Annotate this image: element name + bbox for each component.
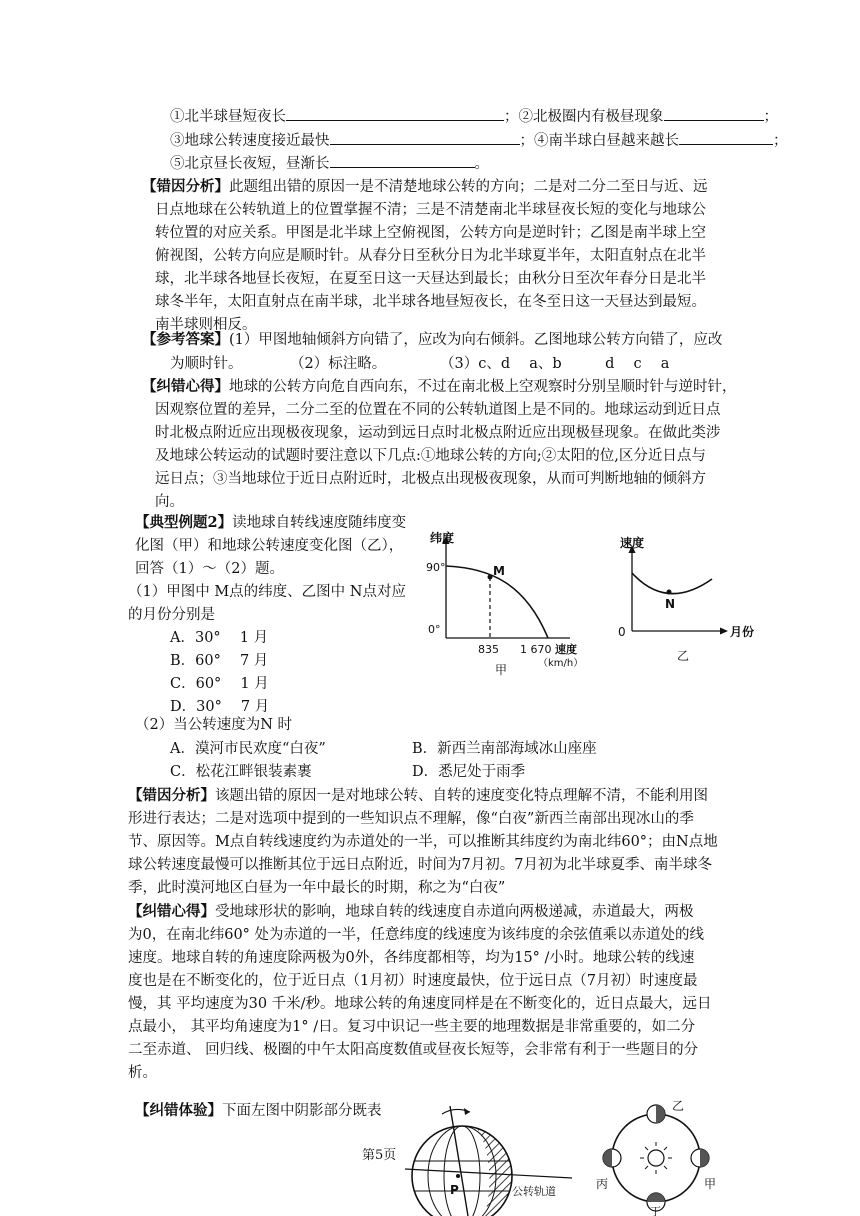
section-tag: 【错因分析】 [128, 787, 215, 804]
analysis2-line-1: 【错因分析】该题出错的原因一是对地球公转、自转的速度变化特点理解不清，不能利用图 [128, 787, 708, 804]
yi-x-label: 月份 [730, 625, 755, 639]
figure-globe-shaded [400, 1106, 580, 1216]
example2-q1-line-1: （1）甲图中 M点的纬度、乙图中 N点对应 [128, 584, 406, 600]
label-left: 丙 [596, 1177, 609, 1191]
yi-origin: 0 [618, 625, 626, 639]
orbit-circle [612, 1114, 700, 1202]
earth-left [603, 1149, 621, 1167]
q1-option-a: A．30° 1 月 [170, 630, 269, 646]
section-tag: 【纠错心得】 [128, 903, 215, 920]
q1-item-5: ⑤北京昼长夜短，昼渐长 。 [170, 153, 489, 174]
jia-x-tick-1: 835 [478, 643, 499, 656]
orbit-label: 公转轨道 [512, 1185, 556, 1198]
yi-curve [632, 573, 712, 594]
jia-caption: 甲 [495, 663, 508, 677]
jia-y-bottom: 0° [428, 623, 441, 636]
answer1-line-2b: （2）标注略。 [290, 356, 387, 372]
analysis2-line-2: 形进行表达；二是对选项中提到的一些知识点不理解，像“白夜”新西兰南部出现冰山的季 [128, 811, 694, 827]
yi-y-label: 速度 [620, 536, 645, 550]
experience2-line-8: 析。 [128, 1065, 157, 1081]
experience1-line-3: 时北极点附近应出现极夜现象，运动到远日点时北极点附近应出现极昼现象。在做此类涉 [155, 425, 721, 441]
q1-option-d: D．30° 7 月 [170, 699, 270, 715]
page-number: 第5页 [362, 1148, 397, 1163]
analysis1-line-7: 南半球则相反。 [155, 317, 257, 333]
analysis2-line-3: 节、原因等。M点自转线速度约为赤道处的一半，可以推断其纬度约为南北纬60°；由N点地 [128, 834, 718, 850]
p-label: P [450, 1183, 459, 1197]
answer1-line-2a: 为顺时针。 [170, 356, 243, 372]
example2-intro-2: 化图（甲）和地球公转速度变化图（乙）， [135, 538, 404, 554]
q1-item-1: ①北半球昼短夜长 ；②北极圈内有极昼现象 ； [170, 106, 778, 127]
answer1-line-2c: （3）c、d a、b d c a [440, 356, 670, 372]
earth-top [647, 1105, 665, 1123]
q1-item-3: ③地球公转速度接近最快 ；④南半球白昼越来越长 ； [170, 130, 788, 151]
experience2-line-1: 【纠错心得】受地球形状的影响，地球自转的线速度自赤道向两极递减，赤道最大，两极 [128, 903, 694, 920]
answer1-line-1: 【参考答案】(1）甲图地轴倾斜方向错了，应改为向右倾斜。乙图地球公转方向错了，应改 [142, 331, 723, 348]
analysis1-line-6: 球冬半年，太阳直射点在南半球，北半球各地昼短夜长，在冬至日这一天昼达到最短。 [155, 294, 706, 310]
q2-option-b: B．新西兰南部海域冰山座座 [412, 741, 597, 757]
experience1-line-2: 因观察位置的差异，二分二至的位置在不同的公转轨道图上是不同的。地球运动到近日点 [155, 402, 721, 418]
experience2-line-2: 为0，在南北纬60° 处为赤道的一半，任意纬度的线速度为该纬度的余弦值乘以赤道处的线 [128, 927, 705, 943]
yi-n-label: N [665, 597, 676, 611]
point-p [456, 1174, 460, 1178]
analysis1-line-2: 日点地球在公转轨道上的位置掌握不清；三是不清楚南北半球昼夜长短的变化与地球公 [155, 202, 706, 218]
section-tag: 【典型例题2】 [135, 514, 233, 531]
analysis1-line-1: 【错因分析】此题组出错的原因一是不清楚地球公转的方向；二是对二分二至日与近、远 [142, 178, 708, 195]
jia-m-label: M [493, 564, 505, 578]
yi-point-n [667, 590, 672, 595]
answer-blank [330, 130, 520, 145]
jia-y-label: 纬度 [430, 531, 455, 545]
yi-caption: 乙 [677, 649, 690, 663]
jia-x-label: 速度 [555, 643, 577, 656]
q1-option-b: B．60° 7 月 [170, 653, 269, 669]
analysis1-line-4: 俯视图，公转方向应是顺时针。从春分日至秋分日为北半球夏半年，太阳直射点在北半 [155, 248, 706, 264]
section-tag: 【错因分析】 [142, 178, 229, 195]
example2-q1-line-2: 的月份分别是 [128, 607, 215, 623]
example2-intro-3: 回答（1）～（2）题。 [135, 561, 284, 577]
analysis1-line-3: 转位置的对应关系。甲图是北半球上空俯视图，公转方向是逆时针；乙图是南半球上空 [155, 225, 706, 241]
analysis2-line-4: 球公转速度最慢可以推断其位于远日点附近，时间为7月初。7月初为北半球夏季、南半球冬 [128, 857, 712, 873]
section-tag: 【纠错心得】 [142, 378, 229, 395]
answer-blank [664, 106, 764, 121]
section-tag: 【纠错体验】 [135, 1102, 222, 1119]
label-bottom: 丁 [650, 1205, 661, 1216]
q1-option-c: C．60° 1 月 [170, 676, 269, 692]
experience1-line-4: 及地球公转运动的试题时要注意以下几点:①地球公转的方向;②太阳的位,区分近日点与 [155, 448, 706, 464]
example2-q2: （2）当公转速度为N 时 [135, 717, 293, 733]
jia-x-tick-2: 1 670 [520, 643, 552, 656]
experience1-line-1: 【纠错心得】地球的公转方向危自西向东，不过在南北极上空观察时分别呈顺时针与逆时针， [142, 378, 737, 395]
q2-option-d: D．悉尼处于雨季 [412, 764, 526, 780]
answer-blank [286, 106, 504, 121]
jia-x-unit: （km/h） [538, 658, 584, 669]
figure-orbit-positions [592, 1096, 722, 1216]
answer-blank [330, 153, 475, 168]
sun-rays [640, 1142, 672, 1174]
figure-yi-orbit-speed [612, 535, 762, 675]
experience2-line-5: 慢，其 平均速度为30 千米∕秒。地球公转的角速度同样是在不断变化的，近日点最大，远日 [128, 996, 712, 1012]
tiyan-line: 【纠错体验】下面左图中阴影部分既表 [135, 1102, 382, 1119]
experience2-line-4: 度也是在不断变化的，位于近日点（1月初）时速度最快，位于远日点（7月初）时速度最 [128, 973, 698, 989]
jia-point-m [488, 575, 493, 580]
figure-jia-latitude-speed [420, 528, 584, 678]
analysis2-line-5: 季，此时漠河地区白昼为一年中最长的时期，称之为“白夜” [128, 880, 506, 896]
earth-right [691, 1149, 709, 1167]
q2-option-c: C．松花江畔银装素裹 [170, 764, 312, 780]
experience2-line-7: 二至赤道、 回归线、极圈的中午太阳高度数值或昼夜长短等，会非常有利于一些题目的分 [128, 1042, 699, 1058]
jia-y-top: 90° [426, 561, 446, 574]
rotation-arrowhead [464, 1108, 470, 1115]
experience2-line-3: 速度。地球自转的角速度除两极为0外，各纬度都相等，均为15° ∕小时。地球公转的线速 [128, 950, 695, 966]
yi-x-arrow [720, 628, 728, 635]
experience1-line-5: 远日点；③当地球位于近日点附近时，北极点出现极夜现象，从而可判断地轴的倾斜方 [155, 471, 706, 487]
sun-icon [648, 1150, 664, 1166]
label-right: 甲 [704, 1177, 717, 1191]
label-top: 乙 [672, 1099, 685, 1113]
experience1-line-6: 向。 [155, 494, 184, 510]
section-tag: 【参考答案】 [142, 331, 229, 348]
example2-intro-1: 【典型例题2】读地球自转线速度随纬度变 [135, 514, 407, 531]
q2-option-a: A．漠河市民欢度“白夜” [170, 741, 326, 757]
experience2-line-6: 点最小， 其平均角速度为1° ∕日。复习中识记一些主要的地理数据是非常重要的，如二分 [128, 1019, 696, 1035]
analysis1-line-5: 球，北半球各地昼长夜短，在夏至日这一天昼达到最长；由秋分日至次年春分日是北半 [155, 271, 706, 287]
answer-blank [679, 130, 773, 145]
